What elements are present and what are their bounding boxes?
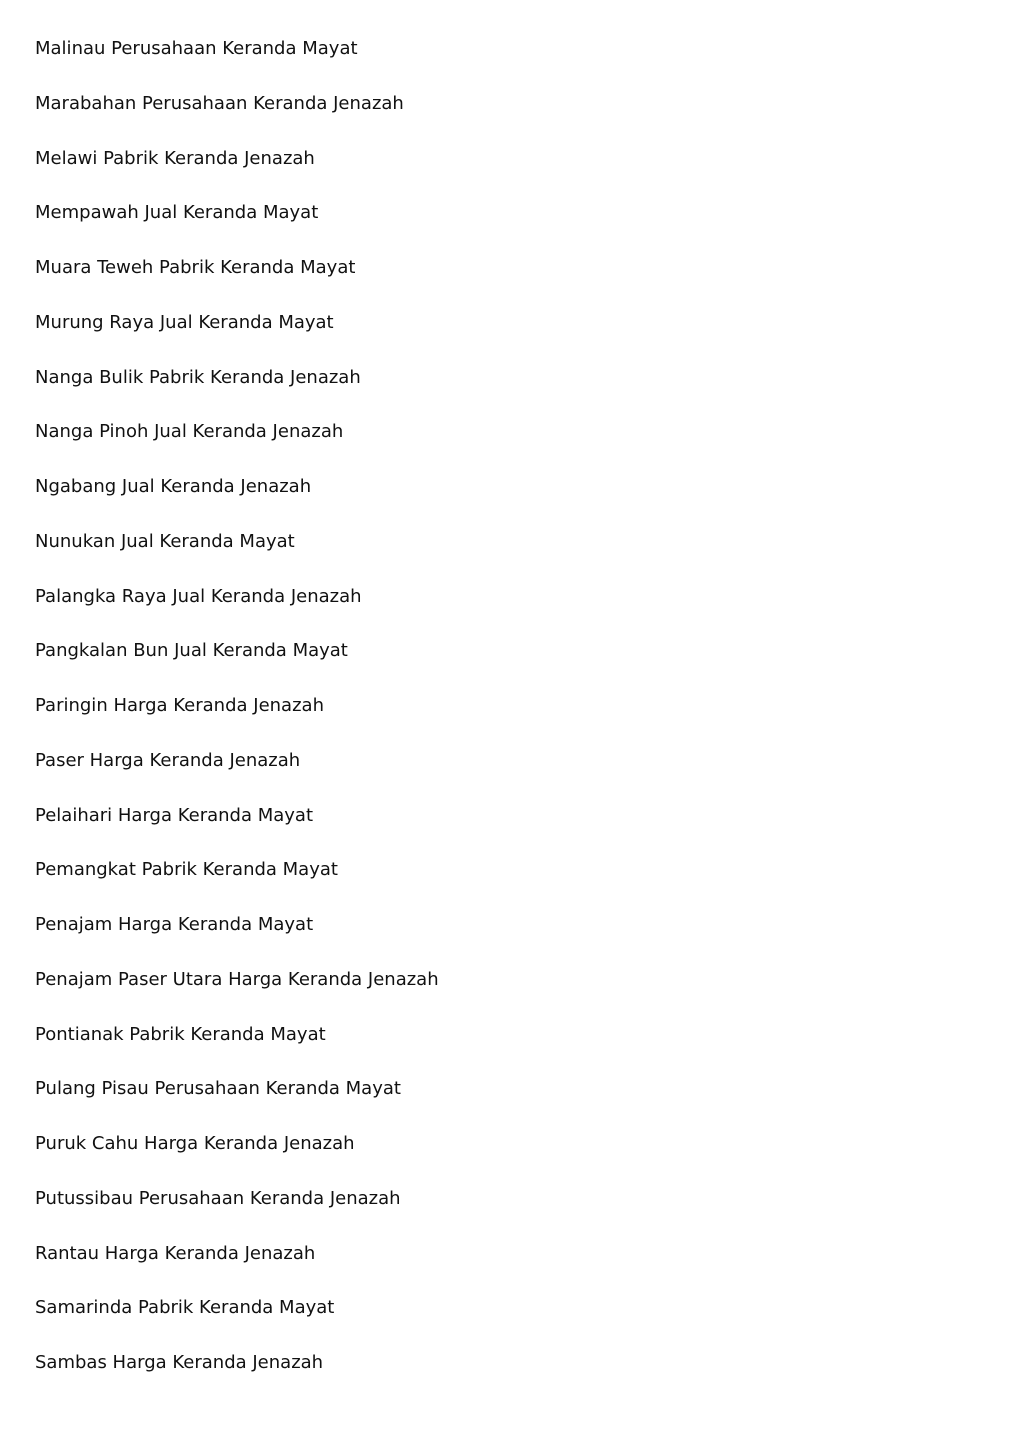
list-item: Murung Raya Jual Keranda Mayat — [35, 311, 334, 333]
list-item: Paringin Harga Keranda Jenazah — [35, 695, 324, 716]
list-item: Pulang Pisau Perusahaan Keranda Mayat — [35, 1078, 401, 1100]
list-item: Rantau Harga Keranda Jenazah — [35, 1242, 316, 1264]
list-item: Muara Teweh Pabrik Keranda Mayat — [35, 257, 356, 278]
list-item: Marabahan Perusahaan Keranda Jenazah — [35, 92, 404, 114]
location-list — [35, 37, 439, 1406]
list-item: Nanga Pinoh Jual Keranda Jenazah — [35, 421, 344, 443]
list-item: Melawi Pabrik Keranda Jenazah — [35, 147, 315, 169]
list-item: Ngabang Jual Keranda Jenazah — [35, 476, 312, 497]
list-item: Pangkalan Bun Jual Keranda Mayat — [35, 640, 348, 662]
list-item: Paser Harga Keranda Jenazah — [35, 749, 301, 771]
list-item: Pemangkat Pabrik Keranda Mayat — [35, 859, 338, 881]
list-item: Penajam Harga Keranda Mayat — [35, 914, 314, 935]
list-item: Malinau Perusahaan Keranda Mayat — [35, 38, 358, 59]
list-item: Sambas Harga Keranda Jenazah — [35, 1352, 324, 1373]
list-item: Palangka Raya Jual Keranda Jenazah — [35, 585, 362, 607]
list-item: Penajam Paser Utara Harga Keranda Jenazah — [35, 968, 439, 990]
list-item: Nanga Bulik Pabrik Keranda Jenazah — [35, 366, 361, 388]
list-item: Pelaihari Harga Keranda Mayat — [35, 804, 314, 826]
list-item: Pontianak Pabrik Keranda Mayat — [35, 1023, 326, 1045]
list-item: Samarinda Pabrik Keranda Mayat — [35, 1297, 335, 1319]
list-item: Putussibau Perusahaan Keranda Jenazah — [35, 1187, 401, 1209]
list-item: Nunukan Jual Keranda Mayat — [35, 530, 295, 552]
list-item: Mempawah Jual Keranda Mayat — [35, 202, 319, 224]
list-item: Puruk Cahu Harga Keranda Jenazah — [35, 1133, 355, 1154]
